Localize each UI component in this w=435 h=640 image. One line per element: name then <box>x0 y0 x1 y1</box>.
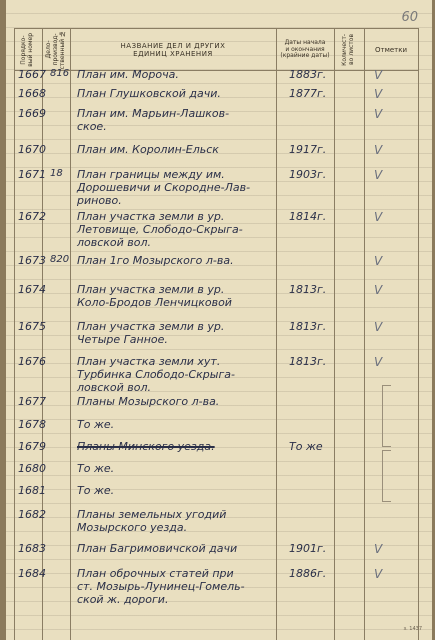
row-number: 1667 <box>18 68 46 81</box>
row-title: План Глушковской дачи. <box>77 87 221 100</box>
header-sheets-label: Количест- во листов <box>341 34 355 66</box>
row-date: 1813г. <box>289 355 327 368</box>
row-file-number: 816 <box>50 68 70 79</box>
header-dates: Даты начала и окончания (крайние даты) <box>280 38 330 60</box>
row-title: То же. <box>77 418 115 431</box>
header-number <box>14 30 42 70</box>
header-title: НАЗВАНИЕ ДЕЛ И ДРУГИХ ЕДИНИЦ ХРАНЕНИЯ <box>120 41 226 58</box>
row-file-number: 18 <box>50 168 63 179</box>
row-date: 1917г. <box>289 143 327 156</box>
row-check-mark: V <box>374 567 383 581</box>
row-title: План оброчных статей при ст. Мозырь-Лунинец-Гомель- ской ж. дороги. <box>77 567 245 606</box>
row-number: 1668 <box>18 87 46 100</box>
row-title: План им. Мороча. <box>77 68 179 81</box>
row-check-mark: V <box>374 210 383 224</box>
row-number: 1676 <box>18 355 46 368</box>
row-date: 1903г. <box>289 168 327 181</box>
column-rule <box>70 28 71 640</box>
row-date: 1877г. <box>289 87 327 100</box>
row-check-mark: V <box>374 355 383 369</box>
bracket-mark <box>382 450 391 502</box>
column-rule <box>14 28 15 640</box>
row-title: План участка земли в ур. Четыре Ганное. <box>77 320 225 346</box>
row-title: План участка земли в ур. Летовище, Слободо-Скрыга- ловской вол. <box>77 210 243 249</box>
column-rule <box>418 28 419 640</box>
bracket-mark <box>382 385 391 447</box>
row-title: План границы между им. Дорошевичи и Скородне-Лав- риново. <box>77 168 251 207</box>
row-file-number: 820 <box>50 254 70 265</box>
row-title: Планы Мозырского л-ва. <box>77 395 220 408</box>
row-check-mark: V <box>374 107 383 121</box>
row-check-mark: V <box>374 87 383 101</box>
header-sheets <box>334 30 364 70</box>
row-number: 1669 <box>18 107 46 120</box>
row-number: 1680 <box>18 462 46 475</box>
row-title: Планы Минского уезда. <box>77 440 215 453</box>
row-title: План им. Королин-Ельск <box>77 143 219 156</box>
row-number: 1673 <box>18 254 46 267</box>
row-title: План 1го Мозырского л-ва. <box>77 254 234 267</box>
row-number: 1681 <box>18 484 46 497</box>
row-date: 1886г. <box>289 567 327 580</box>
header-top-rule <box>14 28 418 29</box>
page-number: 60 <box>401 10 418 25</box>
row-date: 1814г. <box>289 210 327 223</box>
row-number: 1674 <box>18 283 46 296</box>
row-date: 1813г. <box>289 320 327 333</box>
row-date: То же <box>289 440 323 453</box>
row-number: 1683 <box>18 542 46 555</box>
row-date: 1901г. <box>289 542 327 555</box>
document-page <box>6 0 432 640</box>
row-title: Планы земельных угодий Мозырского уезда. <box>77 508 227 534</box>
row-title: План Багримовичской дачи <box>77 542 238 555</box>
row-number: 1675 <box>18 320 46 333</box>
row-title: План участка земли в ур. Коло-Бродов Ленчицковой <box>77 283 232 309</box>
header-file-label: Дело- производ- ственный № <box>44 30 66 70</box>
header-number-label: Порядко- вый номер <box>20 33 34 67</box>
row-number: 1670 <box>18 143 46 156</box>
row-check-mark: V <box>374 542 383 556</box>
row-check-mark: V <box>374 143 383 157</box>
header-file <box>42 30 70 70</box>
row-title: План участка земли хут. Турбинка Слободо-Скрыга- ловской вол. <box>77 355 235 394</box>
row-title: То же. <box>77 462 115 475</box>
column-rule <box>364 28 365 640</box>
row-date: 1813г. <box>289 283 327 296</box>
row-number: 1682 <box>18 508 46 521</box>
archive-stamp: з. 1437 <box>403 626 422 632</box>
row-number: 1671 <box>18 168 46 181</box>
header-notes: Отметки <box>374 45 408 54</box>
row-number: 1679 <box>18 440 46 453</box>
row-check-mark: V <box>374 320 383 334</box>
row-check-mark: V <box>374 168 383 182</box>
row-number: 1677 <box>18 395 46 408</box>
column-rule <box>334 28 335 640</box>
row-date: 1883г. <box>289 68 327 81</box>
row-check-mark: V <box>374 68 383 82</box>
row-check-mark: V <box>374 283 383 297</box>
row-check-mark: V <box>374 254 383 268</box>
row-number: 1672 <box>18 210 46 223</box>
row-number: 1678 <box>18 418 46 431</box>
row-number: 1684 <box>18 567 46 580</box>
row-title: То же. <box>77 484 115 497</box>
row-title: План им. Марьин-Лашков- ское. <box>77 107 230 133</box>
